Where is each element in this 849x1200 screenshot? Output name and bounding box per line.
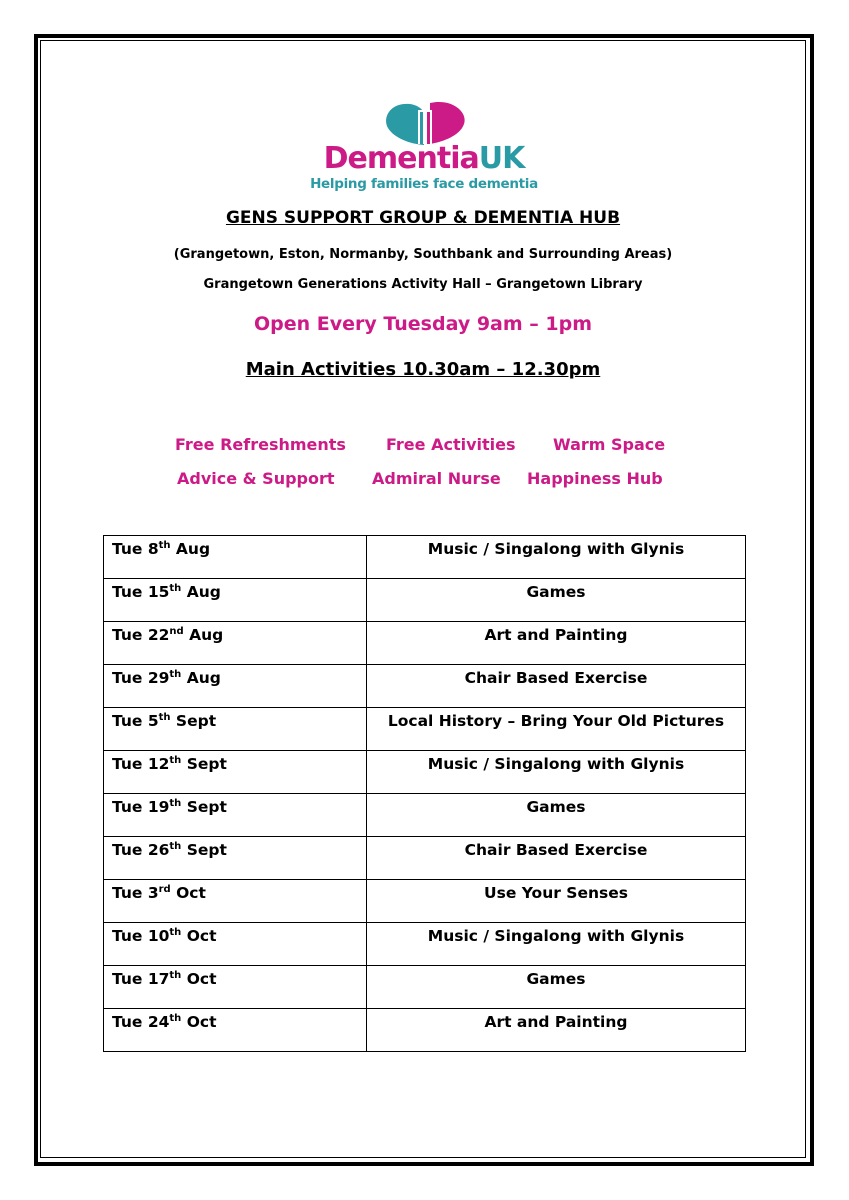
- session-activity-text: Chair Based Exercise: [464, 841, 648, 859]
- session-day-suffix: th: [158, 540, 171, 551]
- session-day-suffix: th: [169, 927, 182, 938]
- session-day-suffix: th: [169, 755, 182, 766]
- session-activity-text: Games: [526, 798, 586, 816]
- session-activity-text: Music / Singalong with Glynis: [427, 540, 685, 558]
- session-day: Tue 26: [112, 841, 170, 859]
- session-date: [104, 923, 367, 966]
- session-activity: [367, 665, 746, 708]
- session-activity: [367, 794, 746, 837]
- session-day: Tue 24: [112, 1013, 170, 1031]
- logo-wordmark: [296, 142, 552, 176]
- session-activity: [367, 751, 746, 794]
- session-activity-text: Art and Painting: [484, 1013, 628, 1031]
- session-month: Aug: [175, 540, 211, 558]
- feature-happiness-hub: Happiness Hub: [527, 469, 663, 488]
- session-day-suffix: th: [169, 841, 182, 852]
- session-day: Tue 22: [112, 626, 170, 644]
- session-day: Tue 15: [112, 583, 170, 601]
- page-title: GENS SUPPORT GROUP & DEMENTIA HUB: [225, 208, 621, 228]
- table-row: [104, 708, 746, 751]
- session-activity-text: Games: [526, 583, 586, 601]
- table-row: [104, 794, 746, 837]
- session-date: [104, 751, 367, 794]
- logo-tagline: Helping families face dementia: [310, 176, 538, 192]
- session-day-suffix: nd: [169, 626, 184, 637]
- session-date: [104, 708, 367, 751]
- open-hours: Open Every Tuesday 9am – 1pm: [253, 313, 593, 335]
- session-date: [104, 665, 367, 708]
- session-activity-text: Art and Painting: [484, 626, 628, 644]
- session-activity-text: Chair Based Exercise: [464, 669, 648, 687]
- table-row: [104, 966, 746, 1009]
- feature-advice-support: Advice & Support: [177, 469, 335, 488]
- session-month: Oct: [176, 884, 206, 902]
- session-activity: [367, 1009, 746, 1052]
- session-month: Aug: [186, 583, 221, 601]
- session-day: Tue 29: [112, 669, 170, 687]
- session-activity: [367, 536, 746, 579]
- session-date: [104, 794, 367, 837]
- feature-free-refreshments: Free Refreshments: [175, 435, 346, 454]
- session-day: Tue 17: [112, 970, 170, 988]
- session-activity: [367, 923, 746, 966]
- session-day-suffix: th: [169, 798, 182, 809]
- feature-warm-space: Warm Space: [553, 435, 666, 454]
- session-activity: [367, 579, 746, 622]
- session-day-suffix: th: [158, 712, 171, 723]
- logo-word-dementia: Dementia: [323, 141, 479, 176]
- logo-word-uk: UK: [478, 141, 525, 176]
- session-month: Oct: [186, 1013, 217, 1031]
- areas-subtitle: (Grangetown, Eston, Normanby, Southbank and Surrounding Areas): [173, 247, 673, 262]
- session-month: Aug: [189, 626, 224, 644]
- session-day: Tue 10: [112, 927, 170, 945]
- session-day-suffix: rd: [158, 884, 171, 895]
- session-activity: [367, 880, 746, 923]
- table-row: [104, 622, 746, 665]
- session-month: Sept: [175, 712, 217, 730]
- session-month: Aug: [186, 669, 221, 687]
- session-date: [104, 579, 367, 622]
- dementia-uk-logo: [296, 96, 552, 198]
- table-row: [104, 665, 746, 708]
- session-activity-text: Games: [526, 970, 586, 988]
- table-row: [104, 837, 746, 880]
- schedule-table: [103, 535, 746, 1052]
- table-row: [104, 880, 746, 923]
- session-day-suffix: th: [169, 669, 182, 680]
- session-date: [104, 966, 367, 1009]
- session-activity-text: Music / Singalong with Glynis: [427, 927, 685, 945]
- session-activity: [367, 622, 746, 665]
- session-day-suffix: th: [169, 583, 182, 594]
- session-activity: [367, 708, 746, 751]
- table-row: [104, 923, 746, 966]
- table-row: [104, 751, 746, 794]
- session-activity-text: Use Your Senses: [484, 884, 628, 902]
- session-activity: [367, 837, 746, 880]
- session-date: [104, 880, 367, 923]
- session-month: Sept: [186, 841, 227, 859]
- table-row: [104, 536, 746, 579]
- heart-logo-icon: [380, 100, 468, 146]
- session-day: Tue 19: [112, 798, 170, 816]
- session-month: Oct: [186, 970, 217, 988]
- session-day: Tue 12: [112, 755, 170, 773]
- table-row: [104, 579, 746, 622]
- session-month: Sept: [186, 798, 227, 816]
- session-activity: [367, 966, 746, 1009]
- table-row: [104, 1009, 746, 1052]
- session-activity-text: Local History – Bring Your Old Pictures: [387, 712, 725, 730]
- session-day: Tue 8: [112, 540, 159, 558]
- main-activities-hours: Main Activities 10.30am – 12.30pm: [245, 359, 601, 380]
- feature-free-activities: Free Activities: [386, 435, 516, 454]
- session-day: Tue 5: [112, 712, 159, 730]
- session-date: [104, 837, 367, 880]
- feature-admiral-nurse: Admiral Nurse: [372, 469, 501, 488]
- session-date: [104, 1009, 367, 1052]
- session-date: [104, 622, 367, 665]
- session-month: Oct: [186, 927, 217, 945]
- session-month: Sept: [186, 755, 227, 773]
- venue-line: Grangetown Generations Activity Hall – Grangetown Library: [203, 277, 643, 292]
- session-activity-text: Music / Singalong with Glynis: [427, 755, 685, 773]
- session-day-suffix: th: [169, 970, 182, 981]
- session-day: Tue 3: [112, 884, 159, 902]
- session-date: [104, 536, 367, 579]
- session-day-suffix: th: [169, 1013, 182, 1024]
